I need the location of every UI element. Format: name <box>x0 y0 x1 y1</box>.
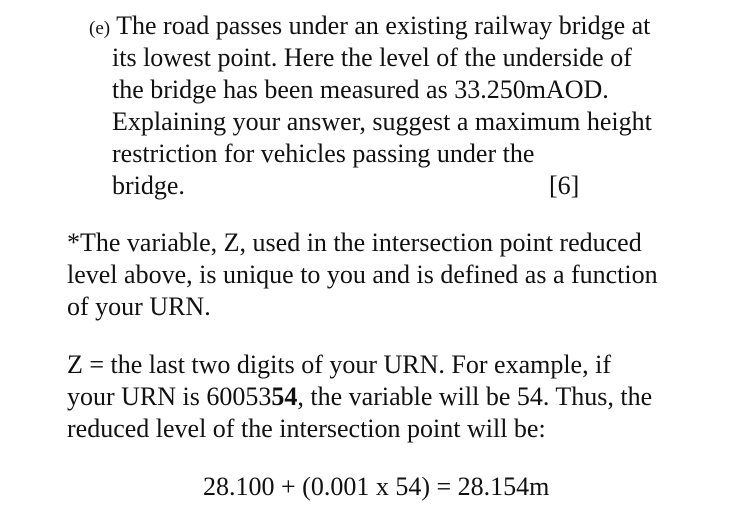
definition-line-1: Z = the last two digits of your URN. For example, if <box>67 350 611 379</box>
question-e-line-2: its lowest point. Here the level of the underside of <box>112 43 632 72</box>
definition-line-2 <box>67 382 652 412</box>
definition-line-3: reduced level of the intersection point will be: <box>67 414 546 443</box>
urn-highlight-digits: 54 <box>271 382 298 411</box>
question-e-line-3: the bridge has been measured as 33.250mAOD. <box>112 75 609 104</box>
question-e-line-1 <box>89 11 650 44</box>
question-e-line-4: Explaining your answer, suggest a maximum height <box>112 107 652 136</box>
note-line-1: *The variable, Z, used in the intersection point reduced <box>67 228 642 257</box>
question-e-label: (e) <box>89 18 111 39</box>
question-e-line-5: restriction for vehicles passing under the <box>112 139 535 168</box>
definition-line-2-suffix: , the variable will be 54. Thus, the <box>297 382 653 411</box>
definition-line-2-prefix: your URN is 60053 <box>67 382 272 411</box>
worked-equation: 28.100 + (0.001 x 54) = 28.154m <box>203 472 550 501</box>
question-e-marks: [6] <box>549 171 580 200</box>
note-line-3: of your URN. <box>67 292 211 321</box>
question-e-text-1: The road passes under an existing railway bridge at <box>110 11 651 40</box>
note-line-2: level above, is unique to you and is defined as a function <box>67 260 658 289</box>
question-e-line-6: bridge. <box>112 171 185 200</box>
